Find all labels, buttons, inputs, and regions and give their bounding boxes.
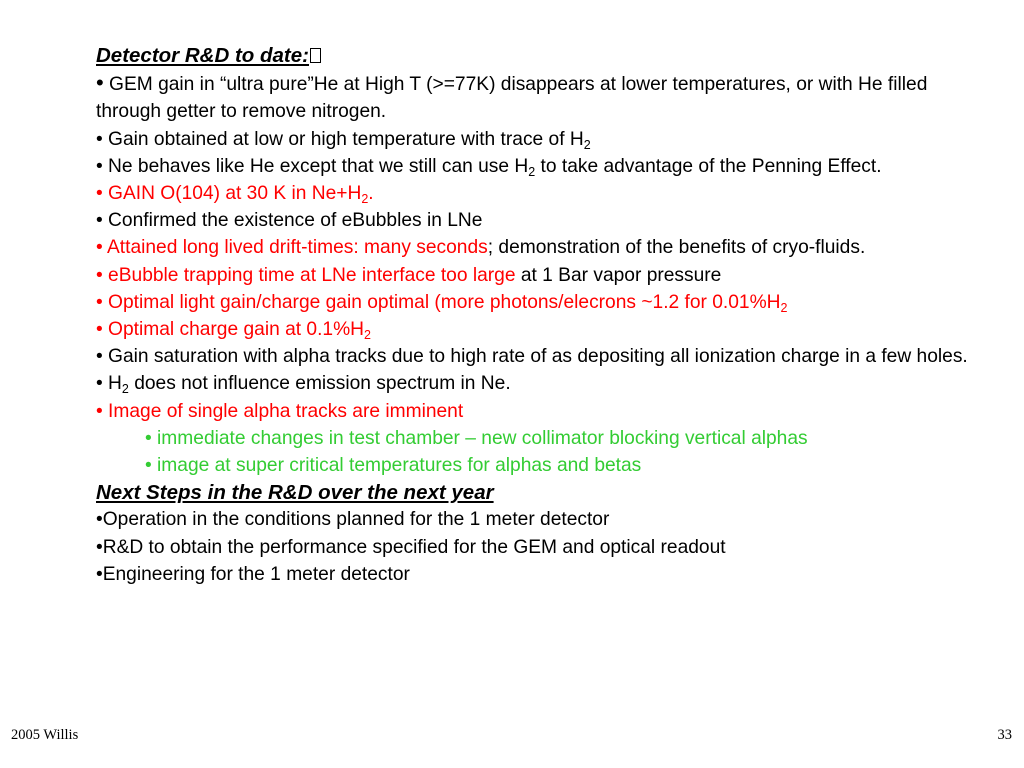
bullet-gain-trace: • Gain obtained at low or high temperature with trace of $H_2$: [96, 128, 591, 152]
next-step-item: •R&D to obtain the performance specified for the GEM and optical readout: [96, 536, 726, 558]
sub-bullet-test-chamber: • immediate changes in test chamber – new collimator blocking vertical alphas: [145, 427, 808, 449]
bullet-gain-saturation: • Gain saturation with alpha tracks due to high rate of as depositing all ionization charge in a few holes.: [96, 346, 968, 368]
bullet-drift-times: • Attained long lived drift-times: many seconds; demonstration of the benefits of cryo-fluids.: [96, 237, 866, 259]
sub-bullet-super-critical: • image at super critical temperatures for alphas and betas: [145, 455, 642, 477]
bullet-h2-emission: • $H_2$ does not influence emission spectrum in Ne.: [96, 373, 511, 397]
slide-content: [96, 42, 976, 588]
bullet-gem-gain: • GEM gain in “ultra pure”He at High T (>=77K) disappears at lower temperatures, or with He filled through getter to remove nitrogen.: [96, 70, 928, 123]
bullet-gain-order: • GAIN O(104) at 30 K in $Ne+H_2$.: [96, 183, 374, 207]
page-number: 33: [997, 727, 1012, 743]
bullet-optimal-light-gain: • Optimal light gain/charge gain optimal (more photons/elecrons ~1.2 for $0.01\%H_2$: [96, 291, 788, 315]
bullet-alpha-imaging: • Image of single alpha tracks are imminent: [96, 400, 464, 422]
next-step-item: •Operation in the conditions planned for the 1 meter detector: [96, 509, 610, 531]
next-step-item: •Engineering for the 1 meter detector: [96, 563, 410, 585]
section-heading: Detector R&D to date:: [96, 42, 976, 69]
footer-author: 2005 Willis: [11, 727, 79, 743]
bullet-ebubbles: • Confirmed the existence of eBubbles in LNe: [96, 210, 483, 232]
bullet-ne-behaves: • Ne behaves like He except that we still can use $H_2$ to take advantage of the Penning Effect.: [96, 155, 882, 179]
bullet-trapping-time: • eBubble trapping time at LNe interface too large at 1 Bar vapor pressure: [96, 264, 722, 286]
missing-glyph-icon: [310, 48, 321, 63]
bullet-optimal-charge-gain: • Optimal charge gain at $0.1\%H_2$: [96, 319, 371, 343]
next-steps-heading: Next Steps in the R&D over the next year: [96, 481, 494, 505]
